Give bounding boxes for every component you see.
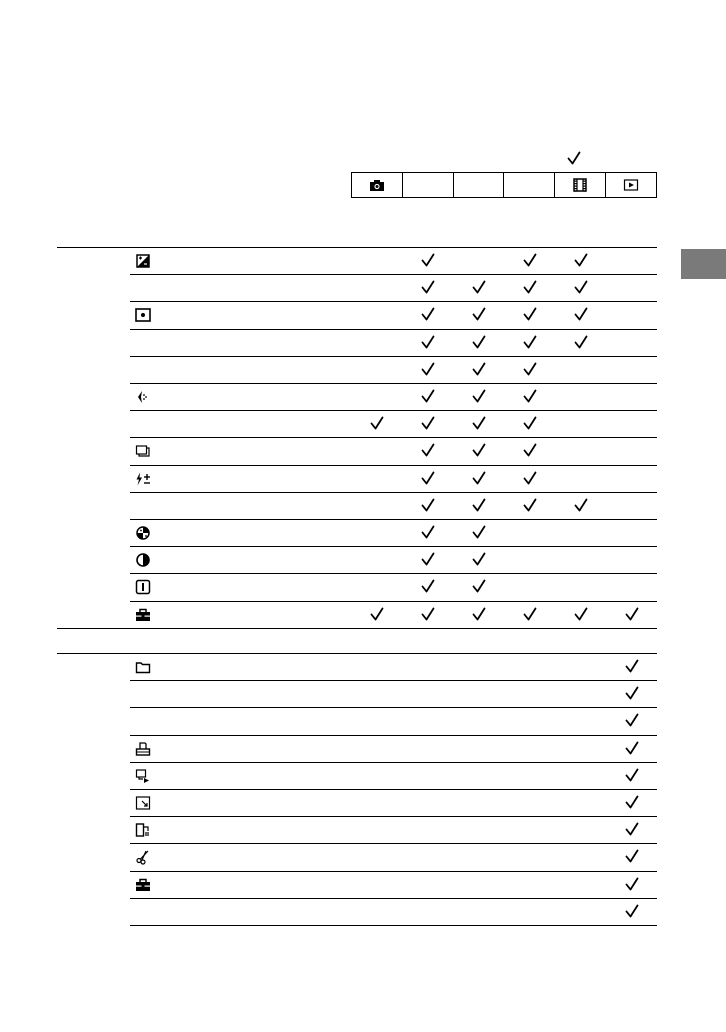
row-divider [130, 383, 657, 384]
checkmark-icon [573, 252, 589, 268]
shooting-function-row [130, 601, 657, 628]
checkmark-icon [420, 497, 436, 513]
shooting-function-row [130, 274, 657, 301]
row-divider [130, 410, 657, 411]
print-icon [135, 741, 151, 757]
checkmark-icon [471, 524, 487, 540]
viewing-function-row [130, 653, 657, 680]
burst-mode-icon [135, 443, 151, 459]
checkmark-icon [624, 606, 640, 622]
checkmark-icon [420, 306, 436, 322]
checkmark-icon [624, 685, 640, 701]
checkmark-icon [522, 252, 538, 268]
row-divider [130, 492, 657, 493]
checkmark-icon [420, 279, 436, 295]
checkmark-icon [471, 334, 487, 350]
shooting-function-row [130, 410, 657, 437]
mode-column-manual [454, 173, 505, 197]
checkmark-icon [420, 415, 436, 431]
shooting-function-row [130, 301, 657, 328]
checkmark-icon [573, 279, 589, 295]
checkmark-icon [471, 606, 487, 622]
checkmark-icon [471, 361, 487, 377]
shooting-function-row [130, 546, 657, 573]
shooting-function-row [130, 356, 657, 383]
row-divider [130, 898, 657, 899]
viewing-function-row [130, 735, 657, 762]
row-divider [130, 707, 657, 708]
shooting-function-row [130, 383, 657, 410]
checkmark-icon [624, 821, 640, 837]
checkmark-icon [420, 361, 436, 377]
row-divider [130, 274, 657, 275]
checkmark-icon [522, 388, 538, 404]
setup-toolbox-icon [135, 607, 151, 623]
row-divider [130, 465, 657, 466]
checkmark-icon [573, 497, 589, 513]
row-divider [130, 437, 657, 438]
row-divider [130, 573, 657, 574]
row-divider [130, 519, 657, 520]
viewing-function-row [130, 707, 657, 734]
row-divider [130, 601, 657, 602]
checkmark-icon [420, 606, 436, 622]
sharpness-icon [135, 579, 151, 595]
row-divider [130, 816, 657, 817]
viewing-function-row [130, 762, 657, 789]
checkmark-icon [471, 497, 487, 513]
checkmark-icon [471, 306, 487, 322]
checkmark-icon [420, 524, 436, 540]
checkmark-icon [573, 606, 589, 622]
checkmark-icon [624, 658, 640, 674]
viewing-function-row [130, 816, 657, 843]
shooting-function-row [130, 247, 657, 274]
table-bottom-border [130, 925, 657, 926]
slideshow-icon [135, 768, 151, 784]
rotate-icon [135, 822, 151, 838]
row-divider [130, 762, 657, 763]
mode-column-auto [352, 173, 403, 197]
checkmark-icon [522, 606, 538, 622]
shooting-function-row [130, 573, 657, 600]
mode-column-movie [555, 173, 606, 197]
checkmark-icon [471, 551, 487, 567]
checkmark-icon [522, 334, 538, 350]
row-divider [130, 301, 657, 302]
mode-header-row [351, 172, 657, 198]
checkmark-icon [471, 470, 487, 486]
row-divider [57, 653, 657, 654]
checkmark-icon [369, 606, 385, 622]
viewing-function-row [130, 843, 657, 870]
checkmark-icon [420, 334, 436, 350]
checkmark-icon [420, 578, 436, 594]
resize-icon [135, 795, 151, 811]
shooting-function-row [130, 329, 657, 356]
setup-toolbox-icon [135, 877, 151, 893]
checkmark-icon [471, 415, 487, 431]
row-divider [130, 789, 657, 790]
checkmark-icon [522, 415, 538, 431]
legend-checkmark-icon [566, 150, 582, 166]
checkmark-icon [471, 279, 487, 295]
checkmark-icon [471, 442, 487, 458]
checkmark-icon [522, 470, 538, 486]
mode-column-scene [504, 173, 555, 197]
viewing-function-row [130, 680, 657, 707]
checkmark-icon [624, 794, 640, 810]
shooting-function-row [130, 519, 657, 546]
checkmark-icon [624, 876, 640, 892]
viewing-function-row [130, 871, 657, 898]
row-divider [57, 247, 657, 248]
checkmark-icon [420, 551, 436, 567]
checkmark-icon [420, 442, 436, 458]
film-icon [572, 177, 588, 193]
metering-spot-icon [135, 307, 151, 323]
color-mode-icon [135, 525, 151, 541]
checkmark-icon [522, 497, 538, 513]
checkmark-icon [624, 848, 640, 864]
section-divider [57, 628, 657, 629]
shooting-function-row [130, 492, 657, 519]
shooting-function-row [130, 437, 657, 464]
divide-scissors-icon [135, 849, 151, 865]
checkmark-icon [420, 388, 436, 404]
viewing-function-row [130, 898, 657, 925]
checkmark-icon [369, 415, 385, 431]
checkmark-icon [471, 578, 487, 594]
checkmark-icon [624, 740, 640, 756]
viewing-function-row [130, 789, 657, 816]
checkmark-icon [471, 388, 487, 404]
exposure-compensation-icon [135, 253, 151, 269]
row-divider [130, 871, 657, 872]
row-divider [130, 329, 657, 330]
row-divider [130, 843, 657, 844]
folder-icon [135, 659, 151, 675]
row-divider [130, 680, 657, 681]
checkmark-icon [522, 279, 538, 295]
contrast-icon [135, 552, 151, 568]
checkmark-icon [522, 306, 538, 322]
checkmark-icon [420, 252, 436, 268]
row-divider [130, 356, 657, 357]
flash-plus-minus-icon [135, 471, 151, 487]
checkmark-icon [522, 442, 538, 458]
checkmark-icon [573, 334, 589, 350]
checkmark-icon [624, 767, 640, 783]
mode-column-program [403, 173, 454, 197]
checkmark-icon [522, 361, 538, 377]
mode-column-playback [606, 173, 656, 197]
play-icon [623, 177, 639, 193]
flash-level-icon [135, 389, 151, 405]
checkmark-icon [624, 903, 640, 919]
checkmark-icon [573, 306, 589, 322]
row-divider [130, 546, 657, 547]
row-divider [130, 735, 657, 736]
chapter-tab [681, 249, 726, 279]
checkmark-icon [420, 470, 436, 486]
shooting-function-row [130, 465, 657, 492]
camera-icon [369, 177, 385, 193]
checkmark-icon [624, 712, 640, 728]
